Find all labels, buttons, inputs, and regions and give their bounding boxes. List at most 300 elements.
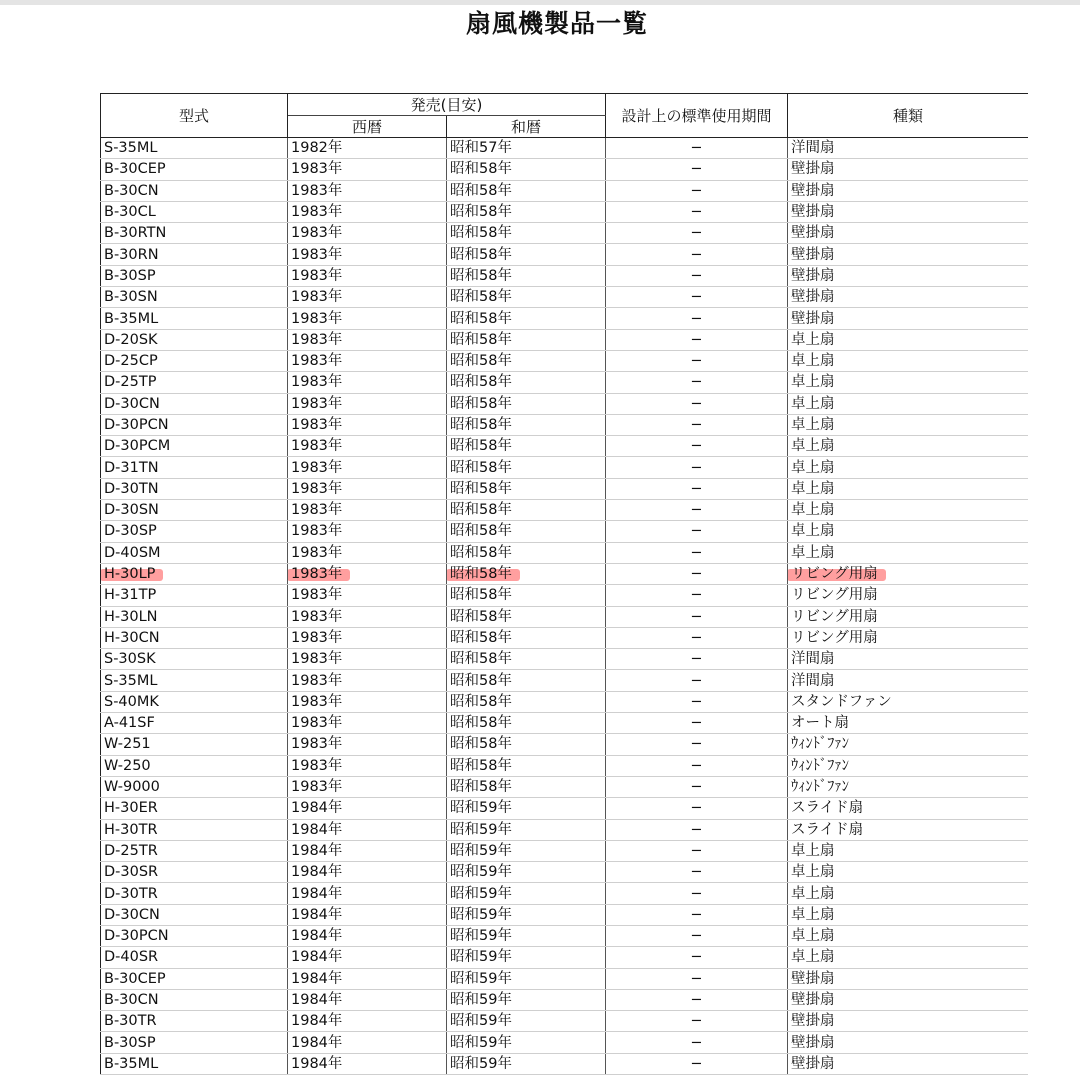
cell-western-year-text: 1983年 — [291, 182, 343, 199]
cell-type-text: 壁掛扇 — [791, 1055, 835, 1072]
product-table-container — [100, 93, 1028, 1080]
cell-model-text: H-30LP — [104, 566, 156, 583]
cell-model — [101, 223, 288, 244]
table-row — [101, 1011, 1029, 1032]
cell-period — [606, 713, 788, 734]
cell-model-text: H-30LN — [104, 608, 158, 625]
cell-japanese-year — [447, 223, 606, 244]
cell-western-year-text: 1984年 — [291, 970, 343, 987]
cell-western-year-text: 1983年 — [291, 225, 343, 242]
table-row — [101, 457, 1029, 478]
cell-model — [101, 734, 288, 755]
cell-model-text: H-30TR — [104, 821, 158, 838]
cell-period-text: − — [690, 842, 703, 859]
cell-model — [101, 201, 288, 222]
cell-western-year — [288, 500, 447, 521]
cell-period-text: − — [690, 438, 703, 455]
table-row — [101, 883, 1029, 904]
cell-type — [788, 840, 1029, 861]
cell-model-text: B-30SP — [104, 267, 156, 284]
cell-period — [606, 563, 788, 584]
cell-japanese-year-text: 昭和58年 — [450, 267, 512, 284]
cell-japanese-year — [447, 457, 606, 478]
table-row — [101, 350, 1029, 371]
cell-model — [101, 500, 288, 521]
cell-model-text: D-30CN — [104, 906, 160, 923]
cell-model-text: B-35ML — [104, 1055, 159, 1072]
cell-model — [101, 393, 288, 414]
cell-model — [101, 713, 288, 734]
cell-period — [606, 329, 788, 350]
table-row — [101, 542, 1029, 563]
table-row — [101, 308, 1029, 329]
cell-period-text: − — [690, 225, 703, 242]
cell-type — [788, 862, 1029, 883]
cell-japanese-year-text: 昭和58年 — [450, 289, 512, 306]
cell-type-text: 卓上扇 — [791, 353, 835, 370]
cell-period-text: − — [690, 992, 703, 1009]
cell-period — [606, 968, 788, 989]
cell-western-year-text: 1983年 — [291, 289, 343, 306]
cell-type — [788, 713, 1029, 734]
cell-period-text: − — [690, 693, 703, 710]
cell-western-year-text: 1983年 — [291, 544, 343, 561]
cell-japanese-year — [447, 1011, 606, 1032]
cell-western-year-text: 1982年 — [291, 140, 343, 157]
cell-period — [606, 287, 788, 308]
cell-model — [101, 989, 288, 1010]
cell-period — [606, 138, 788, 159]
cell-period — [606, 265, 788, 286]
cell-western-year-text: 1983年 — [291, 629, 343, 646]
cell-type — [788, 968, 1029, 989]
cell-japanese-year — [447, 925, 606, 946]
cell-type-text: 壁掛扇 — [791, 970, 835, 987]
cell-period — [606, 1053, 788, 1074]
cell-japanese-year — [447, 798, 606, 819]
cell-western-year — [288, 840, 447, 861]
cell-type-text: 卓上扇 — [791, 928, 835, 945]
cell-japanese-year — [447, 585, 606, 606]
cell-japanese-year — [447, 713, 606, 734]
cell-western-year — [288, 563, 447, 584]
table-row — [101, 585, 1029, 606]
cell-western-year-text: 1983年 — [291, 310, 343, 327]
cell-japanese-year-text: 昭和59年 — [450, 842, 512, 859]
cell-period-text: − — [690, 544, 703, 561]
cell-period — [606, 542, 788, 563]
cell-type — [788, 500, 1029, 521]
cell-japanese-year-text: 昭和58年 — [450, 353, 512, 370]
cell-japanese-year-text: 昭和58年 — [450, 331, 512, 348]
cell-western-year-text: 1984年 — [291, 800, 343, 817]
cell-model-text: D-30TR — [104, 885, 158, 902]
cell-period-text: − — [690, 289, 703, 306]
cell-period — [606, 627, 788, 648]
header-western-year: 西暦 — [288, 116, 447, 138]
cell-western-year-text: 1983年 — [291, 204, 343, 221]
cell-period-text: − — [690, 331, 703, 348]
cell-western-year-text: 1984年 — [291, 928, 343, 945]
cell-type-text: 卓上扇 — [791, 331, 835, 348]
cell-japanese-year-text: 昭和58年 — [450, 204, 512, 221]
cell-japanese-year-text: 昭和58年 — [450, 693, 512, 710]
cell-western-year — [288, 1032, 447, 1053]
cell-western-year — [288, 180, 447, 201]
cell-type — [788, 138, 1029, 159]
cell-type — [788, 223, 1029, 244]
cell-model — [101, 1032, 288, 1053]
cell-japanese-year — [447, 734, 606, 755]
cell-type — [788, 201, 1029, 222]
table-row — [101, 436, 1029, 457]
cell-period-text: − — [690, 949, 703, 966]
cell-model — [101, 265, 288, 286]
cell-western-year — [288, 265, 447, 286]
cell-period — [606, 989, 788, 1010]
cell-model — [101, 542, 288, 563]
cell-japanese-year — [447, 563, 606, 584]
cell-model — [101, 968, 288, 989]
cell-japanese-year — [447, 627, 606, 648]
cell-western-year-text: 1984年 — [291, 1034, 343, 1051]
cell-type — [788, 1032, 1029, 1053]
cell-japanese-year — [447, 649, 606, 670]
cell-type-text: 壁掛扇 — [791, 182, 835, 199]
cell-japanese-year-text: 昭和59年 — [450, 906, 512, 923]
table-header — [101, 94, 1029, 138]
cell-western-year — [288, 968, 447, 989]
cell-model-text: H-31TP — [104, 587, 157, 604]
cell-western-year — [288, 691, 447, 712]
cell-period — [606, 649, 788, 670]
cell-type-text: 壁掛扇 — [791, 246, 835, 263]
cell-japanese-year-text: 昭和58年 — [450, 736, 512, 753]
cell-period — [606, 734, 788, 755]
cell-japanese-year-text: 昭和58年 — [450, 523, 512, 540]
cell-period — [606, 201, 788, 222]
cell-japanese-year — [447, 138, 606, 159]
cell-western-year-text: 1983年 — [291, 502, 343, 519]
cell-japanese-year — [447, 414, 606, 435]
cell-model — [101, 755, 288, 776]
cell-western-year — [288, 862, 447, 883]
cell-western-year-text: 1983年 — [291, 651, 343, 668]
cell-type — [788, 563, 1029, 584]
cell-japanese-year — [447, 904, 606, 925]
cell-type — [788, 904, 1029, 925]
cell-type-text: 壁掛扇 — [791, 992, 835, 1009]
cell-type-text: 壁掛扇 — [791, 310, 835, 327]
cell-period — [606, 457, 788, 478]
cell-western-year — [288, 776, 447, 797]
cell-period — [606, 414, 788, 435]
cell-model — [101, 244, 288, 265]
cell-western-year — [288, 989, 447, 1010]
cell-model — [101, 776, 288, 797]
cell-type — [788, 1053, 1029, 1074]
cell-type-text: 卓上扇 — [791, 864, 835, 881]
table-row — [101, 223, 1029, 244]
cell-japanese-year — [447, 606, 606, 627]
cell-western-year-text: 1983年 — [291, 438, 343, 455]
cell-type — [788, 585, 1029, 606]
cell-type-text: 壁掛扇 — [791, 1034, 835, 1051]
cell-period-text: − — [690, 779, 703, 796]
cell-japanese-year-text: 昭和58年 — [450, 544, 512, 561]
cell-type-text: 壁掛扇 — [791, 1013, 835, 1030]
cell-period — [606, 585, 788, 606]
cell-western-year — [288, 627, 447, 648]
cell-western-year-text: 1983年 — [291, 459, 343, 476]
cell-japanese-year-text: 昭和58年 — [450, 225, 512, 242]
cell-period-text: − — [690, 566, 703, 583]
cell-japanese-year — [447, 755, 606, 776]
cell-type — [788, 925, 1029, 946]
cell-japanese-year — [447, 372, 606, 393]
cell-western-year — [288, 947, 447, 968]
cell-type — [788, 542, 1029, 563]
cell-japanese-year-text: 昭和59年 — [450, 821, 512, 838]
cell-japanese-year — [447, 819, 606, 840]
cell-type — [788, 947, 1029, 968]
cell-western-year — [288, 819, 447, 840]
cell-japanese-year — [447, 691, 606, 712]
cell-model — [101, 904, 288, 925]
cell-type-text: 卓上扇 — [791, 459, 835, 476]
cell-japanese-year — [447, 500, 606, 521]
cell-japanese-year-text: 昭和58年 — [450, 161, 512, 178]
cell-japanese-year — [447, 776, 606, 797]
table-row — [101, 691, 1029, 712]
cell-western-year — [288, 904, 447, 925]
table-row — [101, 138, 1029, 159]
cell-type-text: オート扇 — [791, 715, 849, 732]
cell-model — [101, 521, 288, 542]
cell-model-text: D-40SR — [104, 949, 159, 966]
cell-period-text: − — [690, 395, 703, 412]
table-row — [101, 372, 1029, 393]
cell-western-year-text: 1983年 — [291, 672, 343, 689]
cell-type-text: 洋間扇 — [791, 651, 835, 668]
cell-japanese-year — [447, 436, 606, 457]
cell-period — [606, 478, 788, 499]
cell-japanese-year — [447, 542, 606, 563]
cell-model — [101, 925, 288, 946]
cell-type-text: リビング用扇 — [791, 566, 878, 583]
cell-japanese-year — [447, 265, 606, 286]
cell-type-text: 洋間扇 — [791, 672, 835, 689]
cell-japanese-year — [447, 244, 606, 265]
cell-period — [606, 500, 788, 521]
cell-model-text: D-30PCN — [104, 417, 169, 433]
cell-japanese-year — [447, 287, 606, 308]
cell-western-year — [288, 159, 447, 180]
cell-period — [606, 819, 788, 840]
cell-period-text: − — [690, 267, 703, 284]
cell-period-text: − — [690, 204, 703, 221]
cell-period-text: − — [690, 1034, 703, 1051]
cell-japanese-year — [447, 521, 606, 542]
cell-type-text: スタンドファン — [791, 693, 892, 710]
table-row — [101, 1032, 1029, 1053]
cell-model-text: H-30ER — [104, 800, 158, 817]
cell-type — [788, 883, 1029, 904]
product-table — [100, 93, 1028, 1075]
cell-model — [101, 606, 288, 627]
cell-model — [101, 649, 288, 670]
cell-type-text: 卓上扇 — [791, 395, 835, 412]
cell-model-text: B-30CEP — [104, 970, 166, 987]
cell-type — [788, 329, 1029, 350]
cell-type — [788, 776, 1029, 797]
cell-model-text: B-30SN — [104, 289, 158, 306]
cell-western-year — [288, 393, 447, 414]
table-row — [101, 904, 1029, 925]
cell-period-text: − — [690, 246, 703, 263]
cell-type — [788, 755, 1029, 776]
cell-model — [101, 585, 288, 606]
cell-type-text: リビング用扇 — [791, 608, 878, 625]
cell-type-text: 卓上扇 — [791, 906, 835, 923]
cell-type-text: 卓上扇 — [791, 438, 835, 455]
cell-japanese-year — [447, 393, 606, 414]
cell-period-text: − — [690, 608, 703, 625]
cell-western-year — [288, 308, 447, 329]
cell-period-text: − — [690, 821, 703, 838]
table-row — [101, 329, 1029, 350]
cell-model — [101, 947, 288, 968]
cell-model-text: D-25TR — [104, 842, 158, 859]
cell-period-text: − — [690, 523, 703, 540]
cell-western-year — [288, 670, 447, 691]
cell-model-text: D-30SP — [104, 523, 157, 540]
cell-japanese-year — [447, 350, 606, 371]
cell-western-year — [288, 798, 447, 819]
cell-type-text: 卓上扇 — [791, 523, 835, 540]
cell-type — [788, 819, 1029, 840]
cell-type-text: 卓上扇 — [791, 842, 835, 859]
cell-period — [606, 350, 788, 371]
cell-japanese-year-text: 昭和58年 — [450, 779, 512, 796]
cell-japanese-year — [447, 670, 606, 691]
cell-western-year — [288, 883, 447, 904]
cell-model-text: B-35ML — [104, 310, 159, 327]
cell-type-text: 卓上扇 — [791, 544, 835, 561]
cell-japanese-year-text: 昭和58年 — [450, 182, 512, 199]
cell-type-text: ｳｨﾝﾄﾞﾌｧﾝ — [791, 779, 849, 796]
table-row — [101, 925, 1029, 946]
cell-type-text: 壁掛扇 — [791, 204, 835, 221]
cell-japanese-year — [447, 1032, 606, 1053]
cell-type — [788, 350, 1029, 371]
cell-type — [788, 436, 1029, 457]
cell-model-text: D-20SK — [104, 331, 158, 348]
cell-western-year — [288, 138, 447, 159]
cell-western-year-text: 1983年 — [291, 566, 343, 583]
cell-japanese-year — [447, 329, 606, 350]
cell-japanese-year-text: 昭和58年 — [450, 246, 512, 263]
cell-period-text: − — [690, 161, 703, 178]
cell-period — [606, 883, 788, 904]
cell-type — [788, 691, 1029, 712]
cell-model-text: B-30RN — [104, 246, 159, 263]
cell-japanese-year-text: 昭和58年 — [450, 651, 512, 668]
cell-japanese-year-text: 昭和58年 — [450, 374, 512, 391]
table-row — [101, 649, 1029, 670]
cell-japanese-year-text: 昭和58年 — [450, 502, 512, 519]
cell-japanese-year — [447, 201, 606, 222]
table-row — [101, 180, 1029, 201]
cell-model-text: D-30PCN — [104, 928, 169, 945]
cell-period-text: − — [690, 1013, 703, 1030]
cell-type — [788, 627, 1029, 648]
cell-model-text: D-30CN — [104, 395, 160, 412]
table-row — [101, 819, 1029, 840]
cell-model — [101, 883, 288, 904]
cell-japanese-year-text: 昭和58年 — [450, 566, 512, 583]
cell-type — [788, 308, 1029, 329]
cell-japanese-year — [447, 989, 606, 1010]
cell-western-year — [288, 1053, 447, 1074]
cell-western-year-text: 1983年 — [291, 779, 343, 796]
cell-model — [101, 329, 288, 350]
cell-model-text: B-30SP — [104, 1034, 156, 1051]
cell-japanese-year-text: 昭和58年 — [450, 480, 512, 497]
cell-japanese-year-text: 昭和59年 — [450, 1013, 512, 1030]
cell-type-text: ｳｨﾝﾄﾞﾌｧﾝ — [791, 736, 849, 753]
table-row — [101, 840, 1029, 861]
cell-type-text: 壁掛扇 — [791, 161, 835, 178]
cell-western-year — [288, 372, 447, 393]
cell-period-text: − — [690, 715, 703, 732]
page-title: 扇風機製品一覧 — [465, 9, 648, 38]
cell-japanese-year-text: 昭和59年 — [450, 992, 512, 1009]
cell-period — [606, 776, 788, 797]
cell-model — [101, 159, 288, 180]
cell-model-text: D-30SR — [104, 864, 159, 881]
cell-japanese-year — [447, 862, 606, 883]
cell-model — [101, 308, 288, 329]
cell-western-year-text: 1983年 — [291, 353, 343, 370]
cell-western-year-text: 1983年 — [291, 417, 343, 433]
cell-japanese-year-text: 昭和59年 — [450, 928, 512, 945]
cell-type — [788, 457, 1029, 478]
cell-model-text: S-30SK — [104, 651, 156, 668]
cell-model-text: D-30TN — [104, 480, 159, 497]
header-release: 発売(目安) — [288, 94, 606, 116]
cell-western-year — [288, 925, 447, 946]
cell-model-text: D-25CP — [104, 353, 158, 370]
table-row — [101, 713, 1029, 734]
cell-period — [606, 372, 788, 393]
cell-type — [788, 989, 1029, 1010]
cell-japanese-year-text: 昭和59年 — [450, 885, 512, 902]
cell-japanese-year-text: 昭和58年 — [450, 459, 512, 476]
cell-western-year — [288, 1011, 447, 1032]
cell-model — [101, 457, 288, 478]
cell-japanese-year-text: 昭和58年 — [450, 608, 512, 625]
cell-model-text: S-35ML — [104, 672, 158, 689]
cell-period — [606, 180, 788, 201]
cell-type — [788, 798, 1029, 819]
table-row — [101, 1053, 1029, 1074]
cell-japanese-year-text: 昭和58年 — [450, 417, 512, 433]
cell-period — [606, 1011, 788, 1032]
cell-western-year-text: 1984年 — [291, 885, 343, 902]
table-row — [101, 478, 1029, 499]
table-row — [101, 606, 1029, 627]
